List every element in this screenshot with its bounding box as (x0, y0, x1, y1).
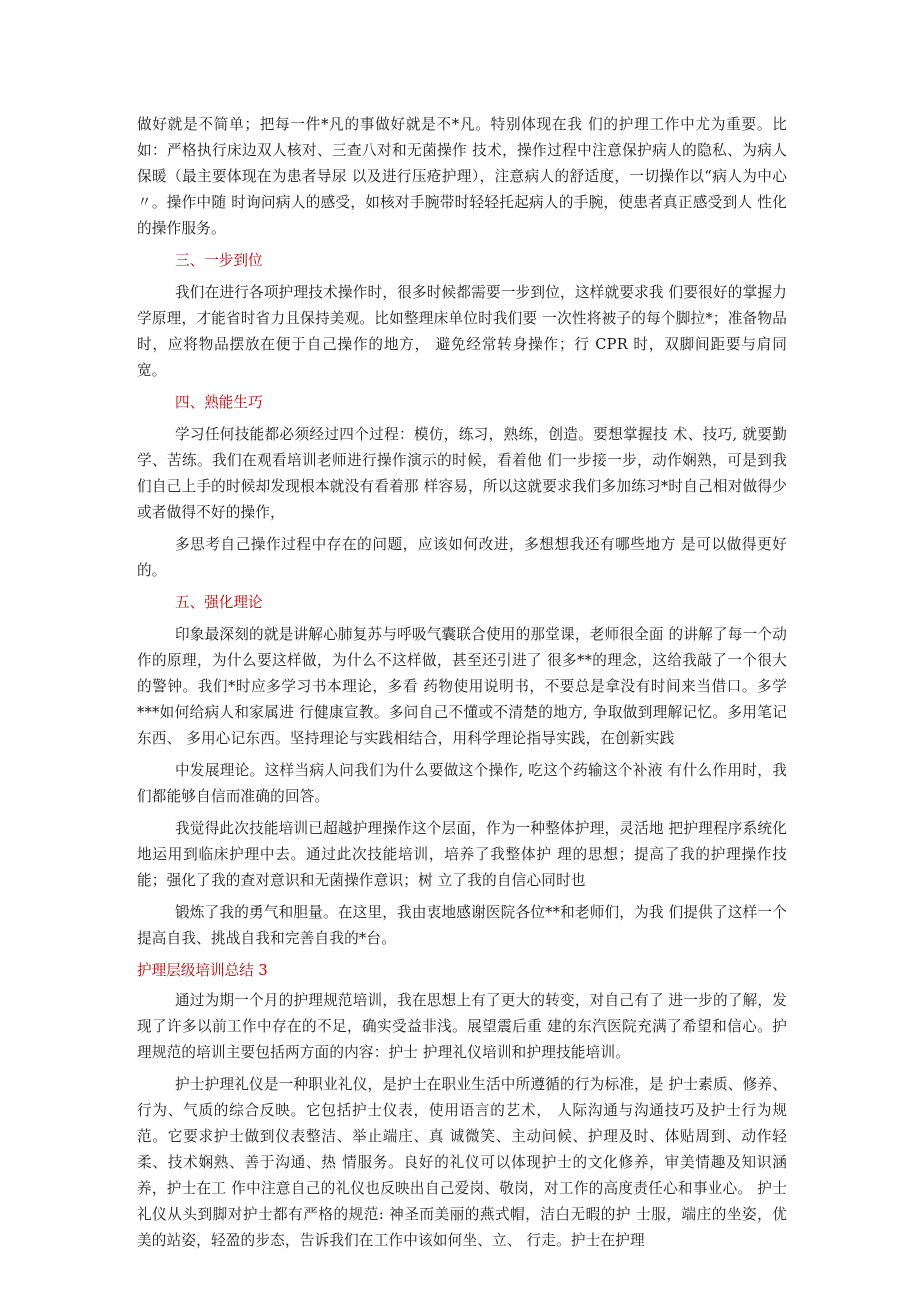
section-heading-4: 四、熟能生巧 (175, 394, 263, 411)
document-page (137, 112, 787, 1260)
paragraph: 我觉得此次技能培训已超越护理操作这个层面，作为一种整体护理，灵活地 把护理程序系统化地运用到临床护理中去。通过此次技能培训，培养了我整体护 理的思想；提高了我的护理操作技能；强化了我的查对意识和无菌操作意识；树 立了我的自信心同时也 (137, 820, 787, 889)
section-heading-5: 五、强化理论 (175, 594, 263, 611)
paragraph: 印象最深刻的就是讲解心肺复苏与呼吸气囊联合使用的那堂课，老师很全面 的讲解了每一个动作的原理，为什么要这样做，为什么不这样做，甚至还引进了 很多**的理念，这给我敲了一个很大的警钟。我们*时应多学习书本理论，多看 药物使用说明书，不要总是拿没有时间来当借口。多学***如何给病人和家属进 行健康宣教。多问自己不懂或不清楚的地方, 争取做到理解记忆。多用笔记东西、 多用心记东西。坚持理论与实践相结合，用科学理论指导实践，在创新实践 (137, 626, 787, 747)
paragraph: 我们在进行各项护理技术操作时，很多时候都需要一步到位，这样就要求我 们要很好的掌握力学原理，才能省时省力且保持美观。比如整理床单位时我们要 一次性将被子的每个脚拉*；准备物品时，应将物品摆放在便于自己操作的地方， 避免经常转身操作；行 CPR 时，双脚间距要与肩同宽。 (137, 284, 787, 379)
section-heading-3: 三、一步到位 (175, 252, 263, 269)
document-title: 护理层级培训总结 3 (137, 962, 268, 979)
paragraph: 中发展理论。这样当病人问我们为什么要做这个操作, 吃这个药输这个补液 有什么作用时，我们都能够自信而准确的回答。 (137, 762, 787, 805)
paragraph: 通过为期一个月的护理规范培训，我在思想上有了更大的转变，对自己有了 进一步的了解，发现了许多以前工作中存在的不足，确实受益非浅。展望震后重 建的东汽医院充满了希望和信心。护理规范的培训主要包括两方面的内容：护士 护理礼仪培训和护理技能培训。 (137, 992, 787, 1061)
paragraph: 护士护理礼仪是一种职业礼仪，是护士在职业生活中所遵循的行为标准，是 护士素质、修养、行为、气质的综合反映。它包括护士仪表，使用语言的艺术， 人际沟通与沟通技巧及护士行为规范。它要求护士做到仪表整洁、举止端庄、真 诚微笑、主动问候、护理及时、体贴周到、动作轻柔、技术娴熟、善于沟通、热 情服务。良好的礼仪可以体现护士的文化修养，审美情趣及知识涵养，护士在工 作中注意自己的礼仪也反映出自己爱岗、敬岗，对工作的高度责任心和事业心。 护士礼仪从头到脚对护士都有严格的规范: 神圣而美丽的燕式帽，洁白无暇的护 士服，端庄的坐姿，优美的站姿，轻盈的步态，告诉我们在工作中该如何坐、立、 行走。护士在护理 (137, 1076, 787, 1249)
paragraph: 做好就是不简单；把每一件*凡的事做好就是不*凡。特别体现在我 们的护理工作中尤为重要。比如：严格执行床边双人核对、三查八对和无菌操作 技术，操作过程中注意保护病人的隐私、为病人保暖（最主要体现在为患者导尿 以及进行压疮护理），注意病人的舒适度，一切操作以“病人为中心〃。操作中随 时询问病人的感受，如核对手腕带时轻轻托起病人的手腕，使患者真正感受到人 性化的操作服务。 (137, 116, 787, 237)
paragraph: 锻炼了我的勇气和胆量。在这里，我由衷地感谢医院各位**和老师们，为我 们提供了这样一个提高自我、挑战自我和完善自我的*台。 (137, 904, 787, 947)
paragraph: 学习任何技能都必须经过四个过程：模仿，练习，熟练，创造。要想掌握技 术、技巧, 就要勤学、苦练。我们在观看培训老师进行操作演示的时候，看着他 们一步接一步，动作娴熟，可是到我们自己上手的时候却发现根本就没有看着那 样容易，所以这就要求我们多加练习*时自己相对做得少或者做得不好的操作， (137, 426, 787, 521)
paragraph: 多思考自己操作过程中存在的问题，应该如何改进，多想想我还有哪些地方 是可以做得更好的。 (137, 536, 787, 579)
